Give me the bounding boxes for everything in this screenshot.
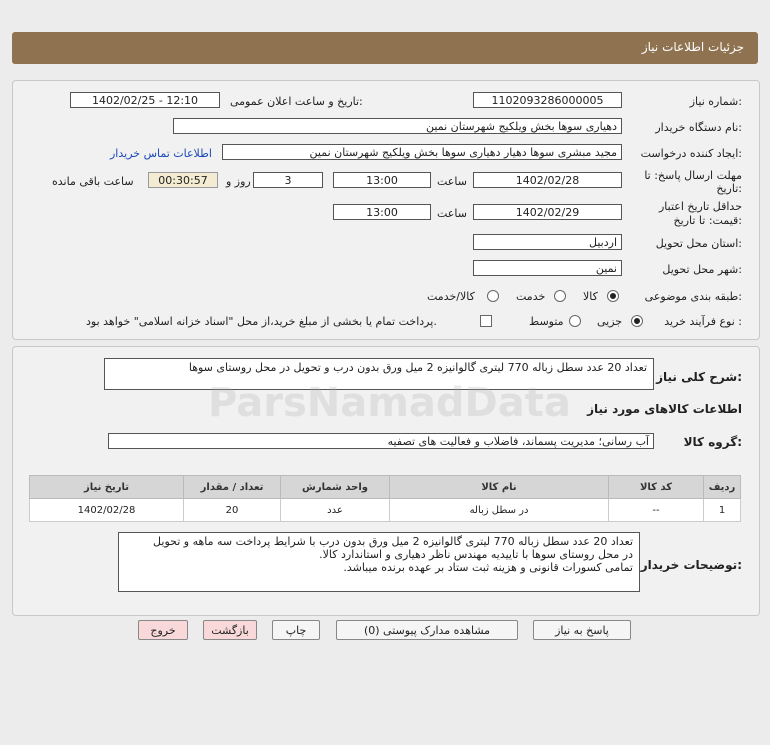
cell-need-date: 1402/02/28 (30, 499, 184, 522)
table-row (30, 499, 741, 522)
page-title: جزئیات اطلاعات نیاز (641, 40, 744, 54)
col-header-need-date: تاریخ نیاز (30, 476, 184, 499)
buyer-notes-line: تعداد 20 عدد سطل زباله 770 لیتری گالوانیزه 2 میل ورق بدون درب با شرایط پرداخت سه ماهه و تحویل (153, 535, 633, 548)
reply-deadline-label: مهلت ارسال پاسخ: تا (644, 169, 742, 182)
buyer-org-label: نام دستگاه خریدار: (655, 121, 742, 134)
purchase-type-option-medium: متوسط (529, 315, 564, 328)
days-label: روز و (226, 175, 251, 188)
goods-section-title: اطلاعات کالاهای مورد نیاز (587, 402, 742, 416)
buyer-notes-label: توضیحات خریدار: (640, 558, 742, 572)
validity-label-2: قیمت: تا تاریخ: (673, 214, 742, 227)
need-number-field: 1102093286000005 (473, 92, 622, 108)
page-header (12, 32, 758, 64)
province-field: اردبیل (473, 234, 622, 250)
col-header-goods-name: نام کالا (390, 476, 609, 499)
cell-unit: عدد (281, 499, 390, 522)
category-option-goods: کالا (583, 290, 598, 303)
exit-button[interactable]: خروج (138, 620, 188, 640)
purchase-type-radio-medium[interactable] (569, 315, 581, 327)
buyer-notes-line: در محل روستای سوها با تاییدیه مهندس ناظر دهیاری و استاندارد کالا. (319, 548, 633, 561)
announce-field: 1402/02/25 - 12:10 (70, 92, 220, 108)
city-field: نمین (473, 260, 622, 276)
view-attachments-button[interactable]: مشاهده مدارک پیوستی (0) (336, 620, 518, 640)
need-number-label: شماره نیاز: (689, 95, 742, 108)
payment-note: پرداخت تمام یا بخشی از مبلغ خرید،از محل "اسناد خزانه اسلامی" خواهد بود. (86, 315, 437, 328)
treasury-payment-checkbox[interactable] (480, 315, 492, 327)
purchase-type-radio-minor[interactable] (631, 315, 643, 327)
cell-goods-code: -- (609, 499, 704, 522)
buyer-notes-line: تمامی کسورات قانونی و هزینه ثبت ستاد بر عهده برنده میباشد. (343, 561, 633, 574)
days-field: 3 (253, 172, 323, 188)
validity-date-field: 1402/02/29 (473, 204, 622, 220)
summary-label: شرح کلی نیاز: (656, 370, 742, 384)
back-button[interactable]: بازگشت (203, 620, 257, 640)
category-radio-goods[interactable] (607, 290, 619, 302)
category-radio-service[interactable] (554, 290, 566, 302)
reply-time-field: 13:00 (333, 172, 431, 188)
validity-time-label: ساعت (437, 207, 467, 220)
purchase-type-label: نوع فرآیند خرید : (664, 315, 742, 328)
creator-label: ایجاد کننده درخواست: (640, 147, 742, 160)
category-option-service: خدمت (516, 290, 546, 303)
cell-goods-name: در سطل زباله (390, 499, 609, 522)
print-button[interactable]: چاپ (272, 620, 320, 640)
col-header-quantity: تعداد / مقدار (184, 476, 281, 499)
category-label: طبقه بندی موضوعی: (644, 290, 742, 303)
category-option-goods-service: کالا/خدمت (427, 290, 475, 303)
reply-deadline-label-2: تاریخ: (716, 182, 742, 195)
col-header-unit: واحد شمارش (281, 476, 390, 499)
buyer-org-field: دهیاری سوها بخش ویلکیج شهرستان نمین (173, 118, 622, 134)
goods-group-label: گروه کالا: (683, 435, 742, 449)
reply-button[interactable]: پاسخ به نیاز (533, 620, 631, 640)
col-header-goods-code: کد کالا (609, 476, 704, 499)
contact-buyer-link[interactable]: اطلاعات تماس خریدار (110, 147, 212, 160)
summary-field: تعداد 20 عدد سطل زباله 770 لیتری گالوانیزه 2 میل ورق بدون درب و تحویل در محل روستای سوها (104, 358, 654, 390)
province-label: استان محل تحویل: (655, 237, 742, 250)
goods-table (29, 475, 741, 522)
goods-group-field: آب رسانی؛ مدیریت پسماند، فاضلاب و فعالیت های تصفیه (108, 433, 654, 449)
col-header-row-number: ردیف (704, 476, 741, 499)
table-header-row (30, 476, 741, 499)
validity-time-field: 13:00 (333, 204, 431, 220)
city-label: شهر محل تحویل: (662, 263, 742, 276)
validity-label: حداقل تاریخ اعتبار (658, 200, 742, 213)
cell-row-number: 1 (704, 499, 741, 522)
purchase-type-option-minor: جزیی (597, 315, 623, 328)
remaining-time-field: 00:30:57 (148, 172, 218, 188)
creator-field: مجید مبشری سوها دهیار دهیاری سوها بخش ویلکیج شهرستان نمین (222, 144, 622, 160)
reply-time-label: ساعت (437, 175, 467, 188)
announce-label: تاریخ و ساعت اعلان عمومی: (230, 95, 363, 108)
cell-quantity: 20 (184, 499, 281, 522)
watermark-logo: ParsNamadData (208, 380, 571, 426)
remaining-time-label: ساعت باقی مانده (52, 175, 134, 188)
category-radio-goods-service[interactable] (487, 290, 499, 302)
reply-date-field: 1402/02/28 (473, 172, 622, 188)
buyer-notes-field (118, 532, 640, 592)
